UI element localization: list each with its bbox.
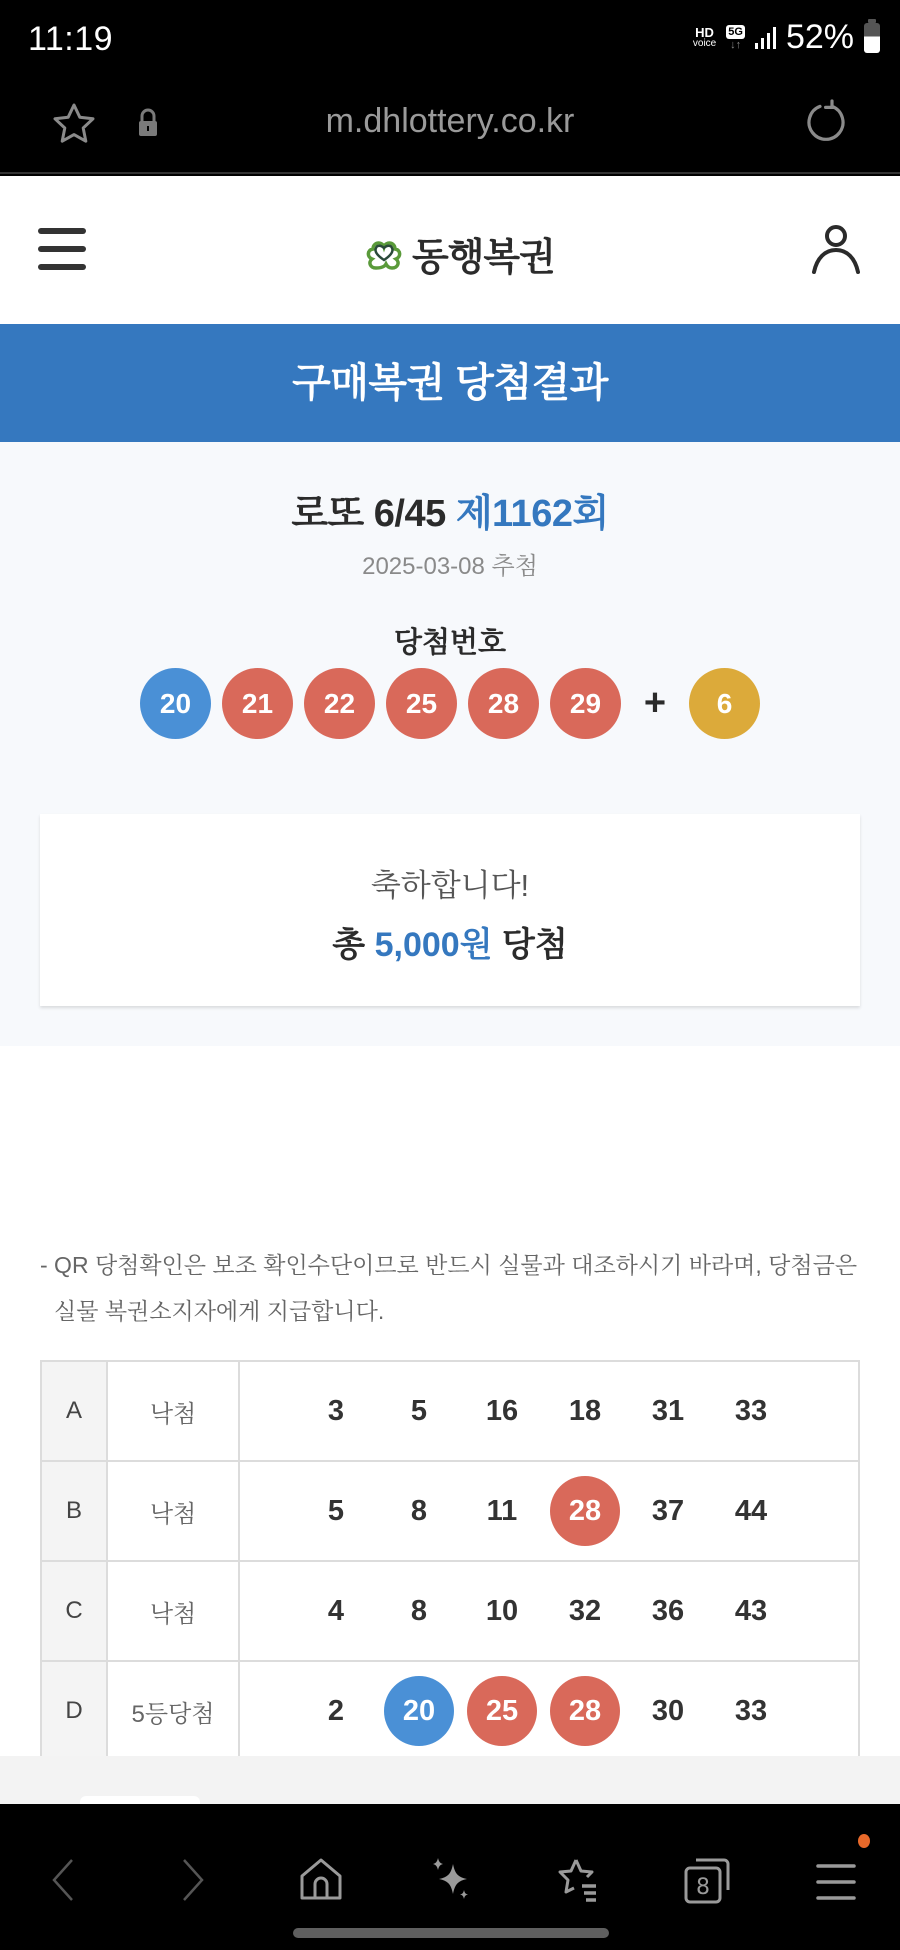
winning-numbers xyxy=(0,668,900,739)
browser-url-bar xyxy=(0,80,900,174)
matched-number: 20 xyxy=(384,1676,454,1746)
ticket-number: 31 xyxy=(651,1394,685,1427)
draw-round: 제1162회 xyxy=(455,493,609,535)
winning-number-ball: 28 xyxy=(468,668,539,739)
home-icon[interactable] xyxy=(298,1856,344,1907)
ticket-row xyxy=(41,1661,859,1761)
winning-number-ball: 25 xyxy=(386,668,457,739)
ticket-number: 4 xyxy=(327,1594,345,1627)
winning-number-ball: 29 xyxy=(550,668,621,739)
sparkle-icon[interactable] xyxy=(428,1856,474,1907)
plus-sign: + xyxy=(643,682,667,724)
chevron-left-icon[interactable] xyxy=(46,1856,80,1909)
ticket-result: 낙첨 xyxy=(107,1461,239,1561)
ticket-numbers xyxy=(239,1461,859,1561)
prize-total: 총 5,000원 당첨 xyxy=(332,926,568,964)
ticket-number: 18 xyxy=(568,1394,602,1427)
ticket-number: 36 xyxy=(651,1594,685,1627)
matched-number: 28 xyxy=(550,1676,620,1746)
draw-title: 로또 6/45 제1162회 xyxy=(291,493,609,535)
footer-strip xyxy=(0,1756,900,1804)
battery-percent: 52% xyxy=(785,18,854,56)
ticket-result: 5등당첨 xyxy=(107,1661,239,1761)
status-bar xyxy=(0,0,900,80)
browser-bottom-nav xyxy=(0,1804,900,1950)
notice-text: - QR 당첨확인은 보조 확인수단이므로 반드시 실물과 대조하시기 바라며, 당첨금은 실물 복권소지자에게 지급합니다. xyxy=(40,1252,858,1324)
hamburger-menu-button[interactable] xyxy=(38,228,86,270)
site-header xyxy=(0,176,900,324)
ticket-result: 낙첨 xyxy=(107,1361,239,1461)
ticket-number: 5 xyxy=(410,1394,428,1427)
ticket-slot: C xyxy=(41,1561,107,1661)
ticket-numbers xyxy=(239,1361,859,1461)
url-field[interactable]: m.dhlottery.co.kr xyxy=(325,102,575,140)
ticket-number: 33 xyxy=(734,1394,768,1427)
matched-number: 25 xyxy=(467,1676,537,1746)
site-logo[interactable] xyxy=(362,226,555,281)
ticket-slot: B xyxy=(41,1461,107,1561)
svg-text:8: 8 xyxy=(696,1875,710,1900)
bonus-number-ball: 6 xyxy=(689,668,760,739)
ticket-number: 3 xyxy=(327,1394,345,1427)
battery-icon xyxy=(864,23,880,53)
winning-numbers-label: 당첨번호 xyxy=(393,627,507,659)
status-time: 11:19 xyxy=(28,20,114,58)
logo-text: 동행복권 xyxy=(412,237,555,279)
ticket-number: 33 xyxy=(734,1694,768,1727)
menu-icon[interactable] xyxy=(816,1862,856,1907)
tabs-icon[interactable] xyxy=(684,1856,732,1909)
ticket-numbers xyxy=(239,1661,859,1761)
ticket-number: 2 xyxy=(327,1694,345,1727)
notification-dot xyxy=(858,1834,870,1848)
ticket-result: 낙첨 xyxy=(107,1561,239,1661)
ticket-number: 37 xyxy=(651,1494,685,1527)
congrats-text: 축하합니다! xyxy=(370,868,530,903)
chevron-right-icon[interactable] xyxy=(176,1856,210,1909)
ticket-row xyxy=(41,1561,859,1661)
hd-voice-icon: HD voice xyxy=(692,24,717,49)
ticket-number: 43 xyxy=(734,1594,768,1627)
ticket-number: 32 xyxy=(568,1594,602,1627)
ticket-number: 8 xyxy=(410,1494,428,1527)
clover-logo-icon xyxy=(362,232,406,276)
ticket-number: 16 xyxy=(485,1394,519,1427)
home-indicator[interactable] xyxy=(293,1928,609,1938)
winning-number-ball: 21 xyxy=(222,668,293,739)
ticket-numbers xyxy=(239,1561,859,1661)
network-5g-icon: 5G ↓↑ xyxy=(728,25,743,51)
ticket-slot: A xyxy=(41,1361,107,1461)
star-list-icon[interactable] xyxy=(554,1856,602,1909)
winning-number-ball: 22 xyxy=(304,668,375,739)
ticket-number: 8 xyxy=(410,1594,428,1627)
winning-number-ball: 20 xyxy=(140,668,211,739)
ticket-row xyxy=(41,1361,859,1461)
ticket-number: 10 xyxy=(485,1594,519,1627)
draw-date: 2025-03-08 추첨 xyxy=(362,553,538,580)
signal-icon xyxy=(755,27,776,49)
matched-number: 28 xyxy=(550,1476,620,1546)
ticket-slot: D xyxy=(41,1661,107,1761)
ticket-number: 11 xyxy=(486,1494,518,1527)
prize-amount: 5,000원 xyxy=(374,926,493,964)
page-title-banner: 구매복권 당첨결과 xyxy=(0,324,900,442)
ticket-row xyxy=(41,1461,859,1561)
status-icons xyxy=(693,18,880,57)
ticket-number: 30 xyxy=(651,1694,685,1727)
ticket-number: 44 xyxy=(734,1494,768,1527)
web-page xyxy=(0,176,900,1804)
reload-icon[interactable] xyxy=(802,98,850,151)
result-card xyxy=(40,814,860,1006)
user-icon[interactable] xyxy=(810,222,862,279)
ticket-number: 5 xyxy=(327,1494,345,1527)
